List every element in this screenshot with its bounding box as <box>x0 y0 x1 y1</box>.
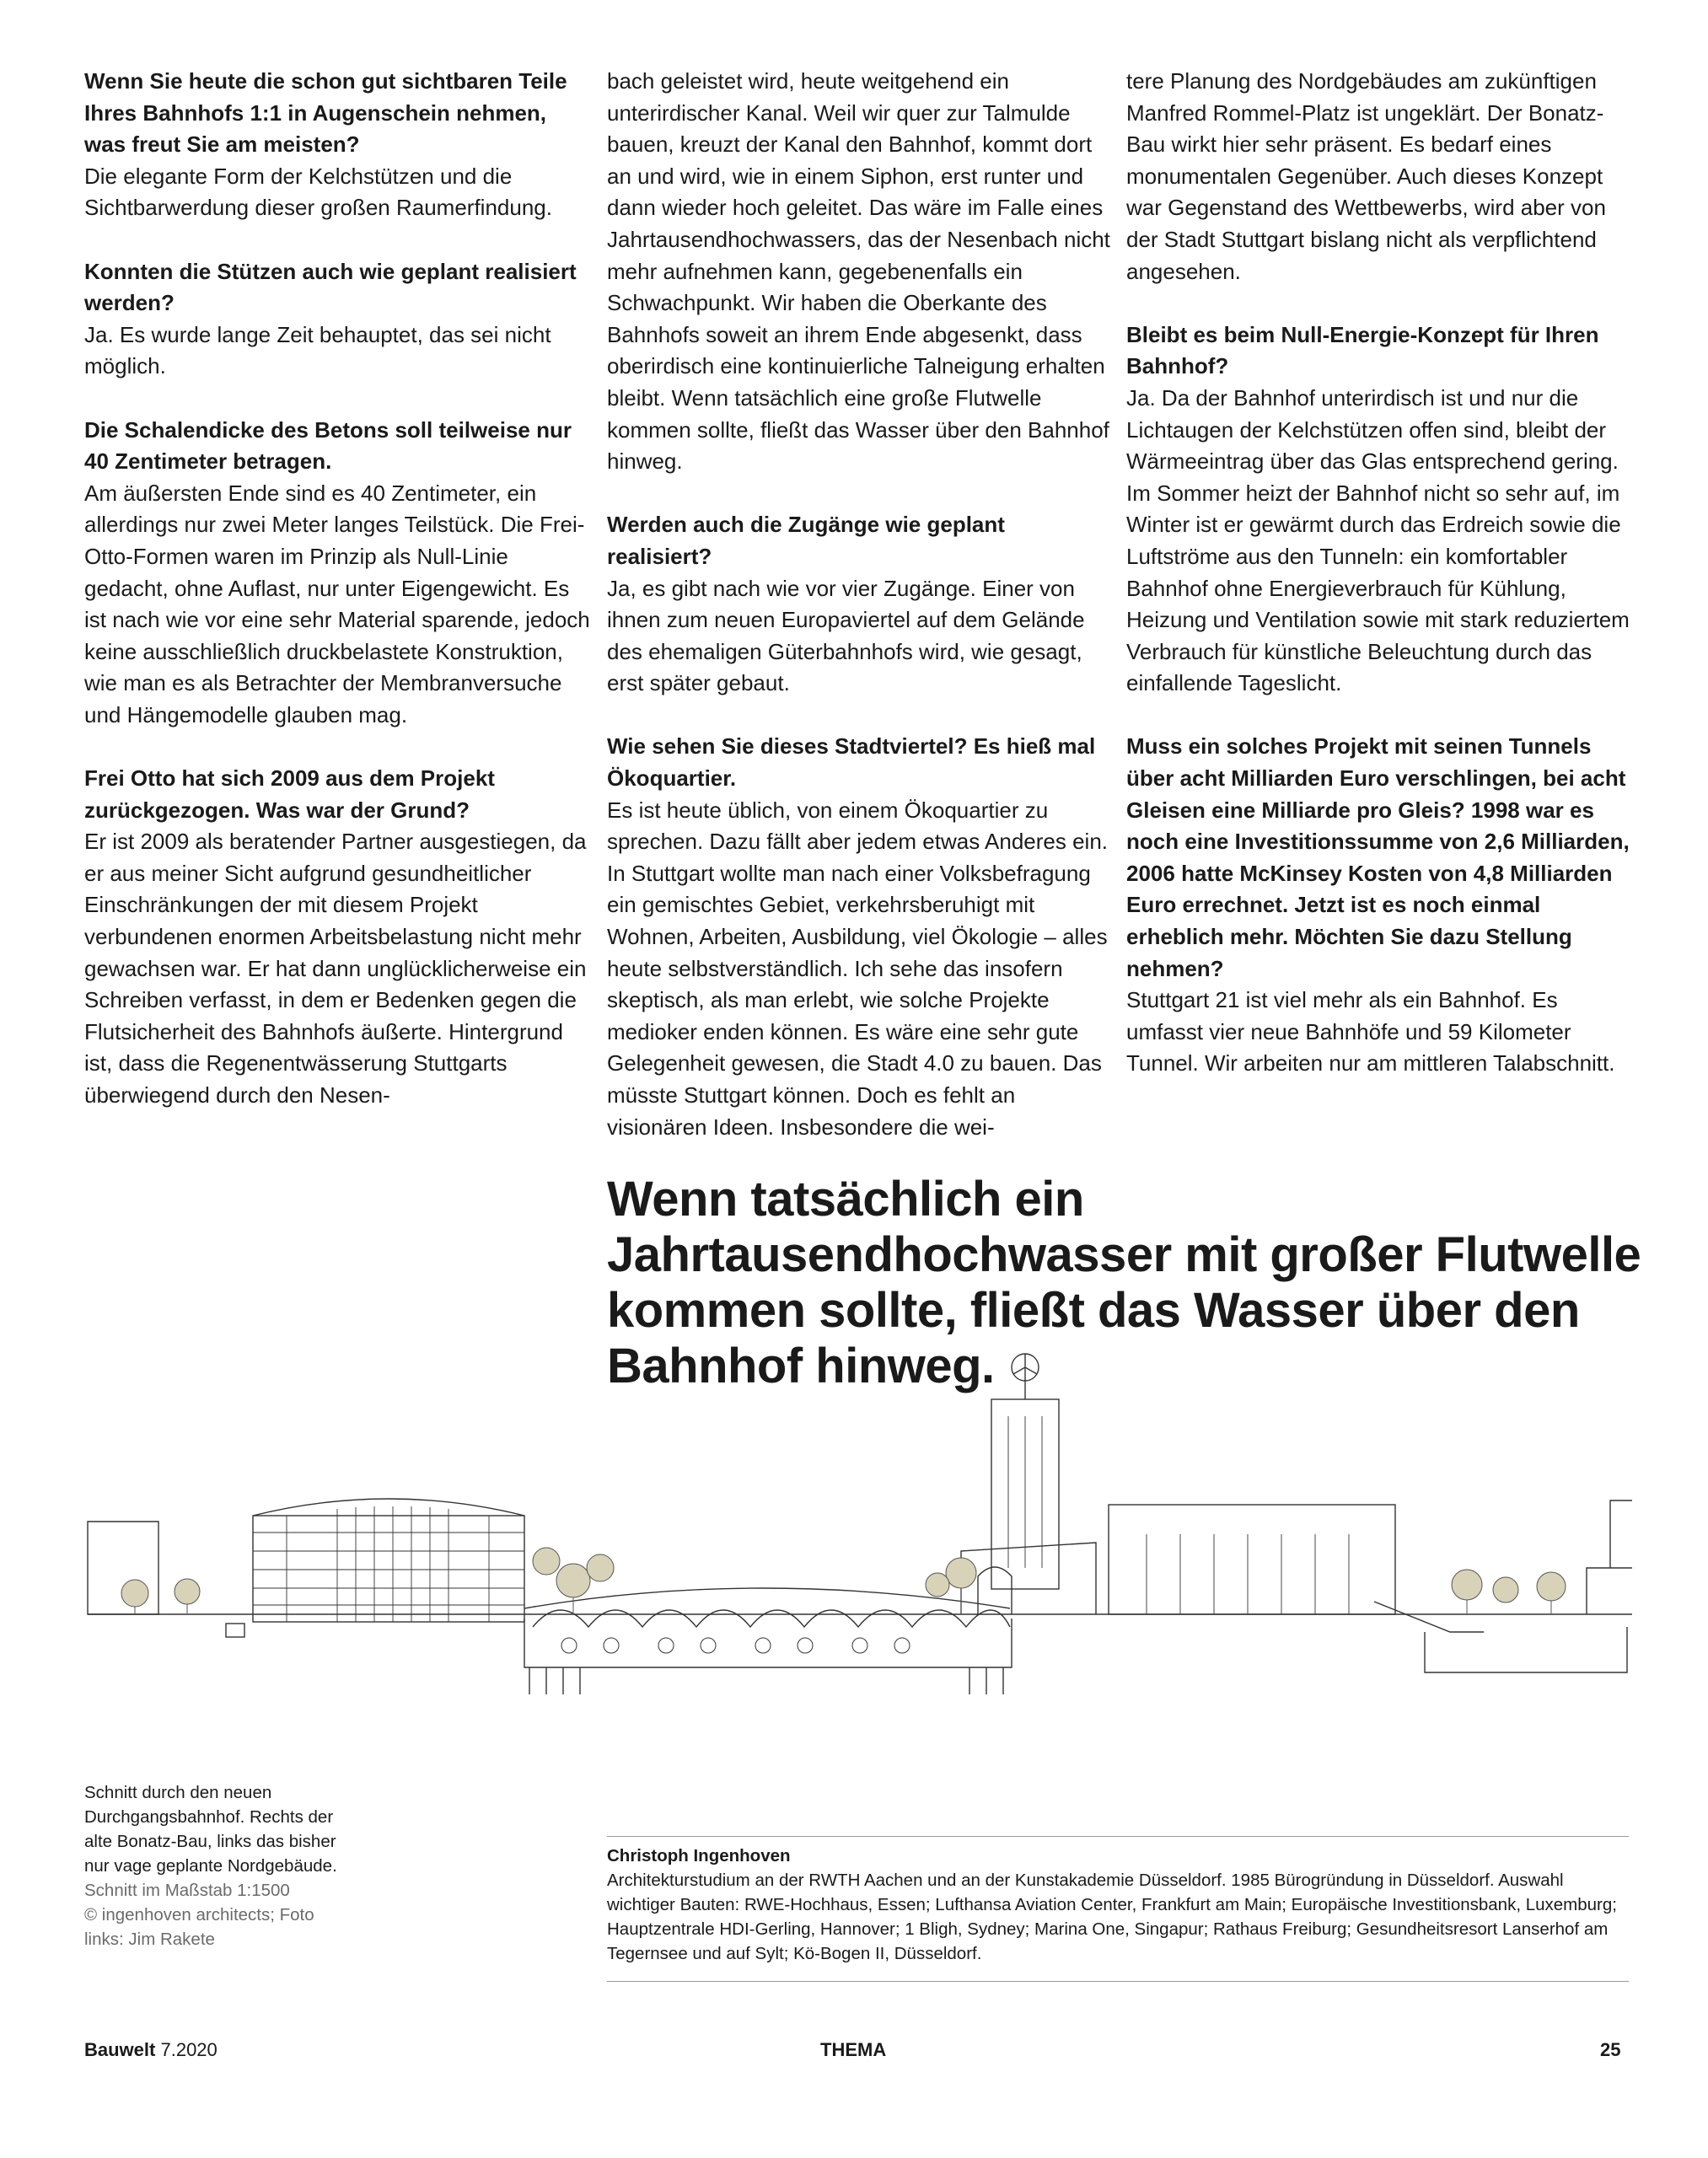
answer: Er ist 2009 als beratender Partner ausgestiegen, da er aus meiner Sicht aufgrund gesundheitlicher Einschränkungen der mit diesem Projekt verbundenen enormen Arbeitsbelastung nicht mehr gewachsen war. Er hat dann unglücklicherweise ein Schreiben verfasst, in dem er Bedenken gegen die Flutsicherheit des Bahnhofs äußerte. Hintergrund ist, dass die Regenentwässerung Stuttgarts überwiegend durch den Nesen- <box>84 829 587 1108</box>
answer: Ja. Es wurde lange Zeit behauptet, das sei nicht möglich. <box>84 321 551 379</box>
answer-continued: bach geleistet wird, heute weitgehend ein unterirdischer Kanal. Weil wir quer zur Talmulde bauen, kreuzt der Kanal den Bahnhof, kommt dort an und wird, wie in einem Siphon, erst runter und dann wieder hoch geleitet. Das wäre im Falle eines Jahrtausendhochwassers, das der Nesenbach nicht mehr aufnehmen kann, gegebenenfalls ein Schwachpunkt. Wir haben die Oberkante des Bahnhofs soweit an ihrem Ende abgesenkt, dass oberirdisch eine kontinuierliche Talneigung erhalten bleibt. Wenn tatsächlich eine große Flutwelle kommen sollte, fließt das Wasser über den Bahnhof hinweg. <box>607 68 1110 475</box>
footer-section <box>820 2038 886 2062</box>
page-number: 25 <box>1600 2039 1621 2060</box>
bio-name: Christoph Ingenhoven <box>607 1846 791 1865</box>
pull-quote: Wenn tatsächlich ein Jahrtausendhochwasser mit großer Flutwelle kommen sollte, fließt das Wasser über den Bahnhof hinweg. <box>607 1172 1641 1393</box>
question: Wie sehen Sie dieses Stadtviertel? Es hieß mal Ökoquartier. <box>607 733 1096 792</box>
answer: Ja. Da der Bahnhof unterirdisch ist und nur die Lichtaugen der Kelchstützen offen sind, bleibt der Wärmeeintrag über das Glas entsprechend gering. Im Sommer heizt der Bahnhof nicht so sehr auf, im Winter ist er gewärmt durch das Erdreich sowie die Luftströme aus den Tunneln: ein komfortabler Bahnhof ohne Energieverbrauch für Kühlung, Heizung und Ventilation sowie mit stark reduziertem Verbrauch für künstliche Beleuchtung durch das einfallende Tageslicht. <box>1126 384 1630 696</box>
caption-credit: © ingenhoven architects; Foto links: Jim Rakete <box>84 1905 314 1949</box>
question: Wenn Sie heute die schon gut sichtbaren Teile Ihres Bahnhofs 1:1 in Augenschein nehmen, was freut Sie am meisten? <box>84 68 567 158</box>
text-column-1 <box>84 66 590 1112</box>
question: Konnten die Stützen auch wie geplant realisiert werden? <box>84 258 577 316</box>
caption-scale: Schnitt im Maßstab 1:1500 <box>84 1881 290 1900</box>
figure-caption <box>84 1780 354 1951</box>
answer-continued: tere Planung des Nordgebäudes am zukünftigen Manfred Rommel-Platz ist ungeklärt. Der Bonatz-Bau wirkt hier sehr präsent. Es bedarf eines monumentalen Gegenüber. Auch dieses Konzept war Gegenstand des Wettbewerbs, wird aber von der Stadt Stuttgart bislang nicht als verpflichtend angesehen. <box>1126 68 1606 284</box>
caption-text: Schnitt durch den neuen Durchgangsbahnhof. Rechts der alte Bonatz-Bau, links das bisher nur vage geplante Nordgebäude. <box>84 1783 337 1876</box>
answer: Die elegante Form der Kelchstützen und die Sichtbarwerdung dieser großen Raumerfindung. <box>84 163 552 221</box>
issue-number: 7.2020 <box>160 2039 218 2060</box>
question: Muss ein solches Projekt mit seinen Tunnels über acht Milliarden Euro verschlingen, bei acht Gleisen eine Milliarde pro Gleis? 1998 war es noch eine Investitionssumme von 2,6 Milliarden, 2006 hatte McKinsey Kosten von 4,8 Milliarden Euro errechnet. Jetzt ist es noch einmal erheblich mehr. Möchten Sie dazu Stellung nehmen? <box>1126 733 1630 981</box>
author-bio <box>607 1836 1629 1982</box>
section-drawing <box>84 1340 1635 1779</box>
answer: Es ist heute üblich, von einem Ökoquartier zu sprechen. Dazu fällt aber jedem etwas Anderes ein. In Stuttgart wollte man nach einer Volksbefragung ein gemischtes Gebiet, verkehrsberuhigt mit Wohnen, Arbeiten, Ausbildung, viel Ökologie – alles heute selbstverständlich. Ich sehe das insofern skeptisch, als man erlebt, wie solche Projekte medioker enden können. Es wäre eine sehr gute Gelegenheit gewesen, die Stadt 4.0 zu bauen. Das müsste Stuttgart können. Doch es fehlt an visionären Ideen. Insbesondere die wei- <box>607 797 1109 1140</box>
text-column-3 <box>1126 66 1632 1080</box>
answer: Stuttgart 21 ist viel mehr als ein Bahnhof. Es umfasst vier neue Bahnhöfe und 59 Kilometer Tunnel. Wir arbeiten nur am mittleren Talabschnitt. <box>1126 987 1615 1076</box>
bio-text: Architekturstudium an der RWTH Aachen und an der Kunstakademie Düsseldorf. 1985 Bürogründung in Düsseldorf. Auswahl wichtiger Bauten: RWE-Hochhaus, Essen; Lufthansa Aviation Center, Frankfurt am Main; Europäische Investitionsbank, Luxemburg; Hauptzentrale HDI-Gerling, Hannover; 1 Bligh, Sydney; Marina One, Singapur; Rathaus Freiburg; Gesundheitsresort Lanserhof am Tegernsee und auf Sylt; Kö-Bogen II, Düsseldorf. <box>607 1871 1617 1963</box>
section-name: THEMA <box>820 2039 887 2060</box>
question: Frei Otto hat sich 2009 aus dem Projekt zurückgezogen. Was war der Grund? <box>84 765 495 823</box>
footer-page <box>1600 2038 1620 2062</box>
question: Die Schalendicke des Betons soll teilweise nur 40 Zentimeter betragen. <box>84 416 572 475</box>
magazine-name: Bauwelt <box>84 2039 156 2060</box>
footer-magazine <box>84 2038 218 2062</box>
text-column-2 <box>607 66 1113 1143</box>
answer: Ja, es gibt nach wie vor vier Zugänge. Einer von ihnen zum neuen Europaviertel auf dem Gelände des ehemaligen Güterbahnhofs wird, wie gesagt, erst später gebaut. <box>607 575 1085 696</box>
question: Werden auch die Zugänge wie geplant realisiert? <box>607 512 1005 569</box>
question: Bleibt es beim Null-Energie-Konzept für Ihren Bahnhof? <box>1126 321 1599 379</box>
answer: Am äußersten Ende sind es 40 Zentimeter, ein allerdings nur zwei Meter langes Teilstück. Die Frei-Otto-Formen waren im Prinzip als Null-Linie gedacht, ohne Auflast, nur unter Eigengewicht. Es ist nach wie vor eine sehr Material sparende, jedoch keine ausschließlich druckbelastete Konstruktion, wie man es als Betrachter der Membranversuche und Hängemodelle glauben mag. <box>84 480 590 727</box>
